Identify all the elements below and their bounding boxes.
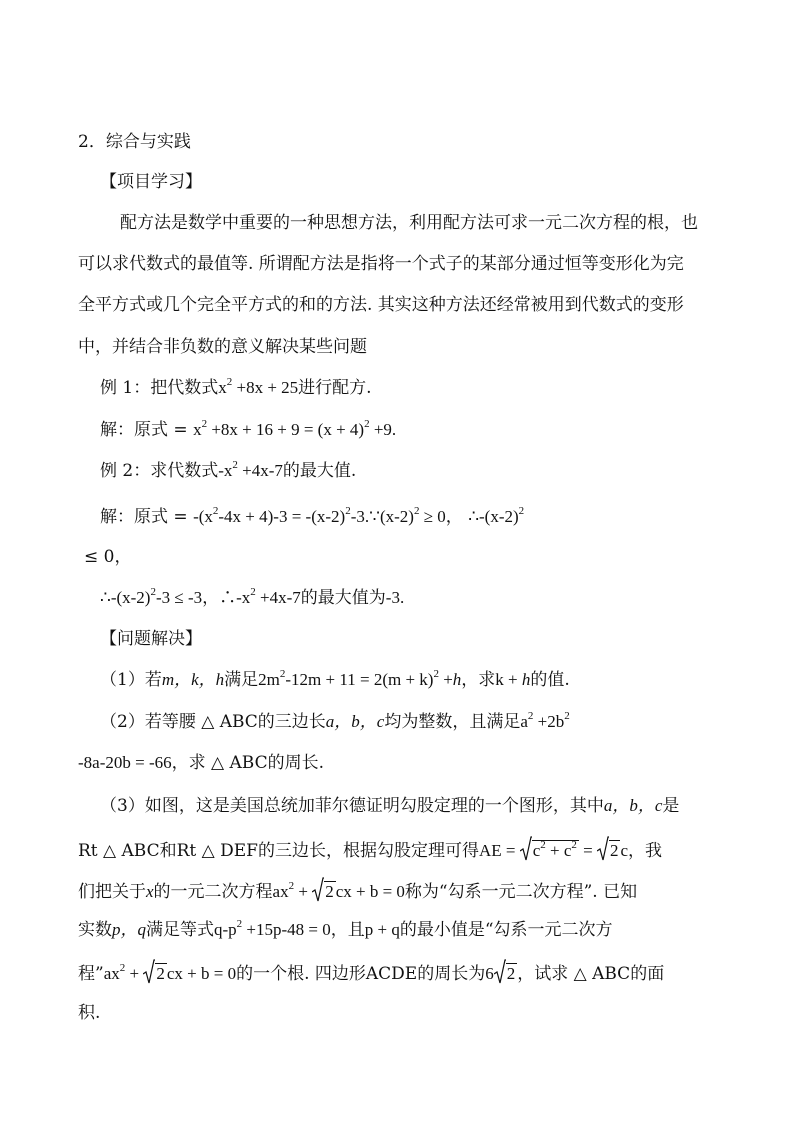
- therefore-symbol: ∴: [468, 507, 480, 527]
- solution-2-line-1: 解：原式 = $-(x^2-4x + 4)-3$ = $-(x-2)^2-3.\because(x-2)^2 \ge 0$， $\therefore-(x-2)^2$: [100, 505, 525, 527]
- example-2: 例 2：求代数式$-x^2 +4x-7$的最大值.: [100, 459, 357, 481]
- example-1: 例 1：把代数式$x^2 +8x + 25$进行配方.: [100, 376, 372, 398]
- question-2-line-2: -8a-20b = -66，求 △ ABC的周长.: [78, 753, 325, 773]
- question-3-line-5: 程$”ax^2 + 2$ cx + b = 0的一个根. 四边形ACDE的周长为6 2 ，试求 △ ABC的面: [78, 959, 664, 986]
- paragraph-line-1: 配方法是数学中重要的一种思想方法，利用配方法可求一元二次方程的根，也: [120, 213, 698, 233]
- sqrt-symbol: 2: [143, 959, 167, 986]
- question-3-line-6: 积.: [78, 1003, 101, 1023]
- question-3-line-3: 们把关于x的一元二次方程$ax^2 + 2$ cx + b = 0称为“勾系一元二次方程”. 已知: [78, 877, 637, 904]
- paragraph-line-3: 全平方式或几个完全平方式的和的方法. 其实这种方法还经常被用到代数式的变形: [78, 295, 684, 315]
- question-3-line-2: Rt △ ABC和Rt △ DEF的三边长，根据勾股定理可得AE = $c^2 + c^2 = 2$ c，我: [78, 836, 662, 863]
- solution-1: 解：原式 = $x^2 +8x + 16 + 9 = (x + 4)^2 +9$.: [100, 418, 397, 440]
- section-number-title: 2．综合与实践: [78, 132, 191, 152]
- heading-problem-solving: 【问题解决】: [100, 629, 202, 649]
- sqrt-symbol: 2: [494, 959, 518, 986]
- sqrt-symbol: $c^2 + c^2$: [520, 836, 579, 863]
- heading-project-learning: 【项目学习】: [100, 172, 202, 192]
- solution-2-line-2: ≤ 0，: [84, 547, 132, 567]
- paragraph-line-4: 中，并结合非负数的意义解决某些问题: [78, 337, 367, 357]
- solution-2-line-3: $\therefore-(x-2)^2-3 \le -3$，$\therefore-x^2 +4x-7$的最大值为-3.: [100, 586, 405, 608]
- because-symbol: ∵: [369, 507, 380, 527]
- question-2-line-1: （2）若等腰 △ ABC的三边长a，b，c均为整数，且满足$a^2 +2b^2$: [100, 710, 570, 732]
- question-3-line-4: 实数p，q满足等式$q-p^2 +15p-48 = 0$，且p + q的最小值是“勾系一元二次方: [78, 918, 613, 940]
- question-1: （1）若m，k，h满足$2m^2-12m + 11 = 2(m + k)^2 +h$，求k + h的值.: [100, 668, 570, 690]
- sqrt-symbol: 2: [597, 836, 621, 863]
- sqrt-symbol: 2: [312, 877, 336, 904]
- question-3-line-1: （3）如图，这是美国总统加菲尔德证明勾股定理的一个图形，其中a，b，c是: [100, 796, 680, 816]
- paragraph-line-2: 可以求代数式的最值等. 所谓配方法是指将一个式子的某部分通过恒等变形化为完: [78, 254, 684, 274]
